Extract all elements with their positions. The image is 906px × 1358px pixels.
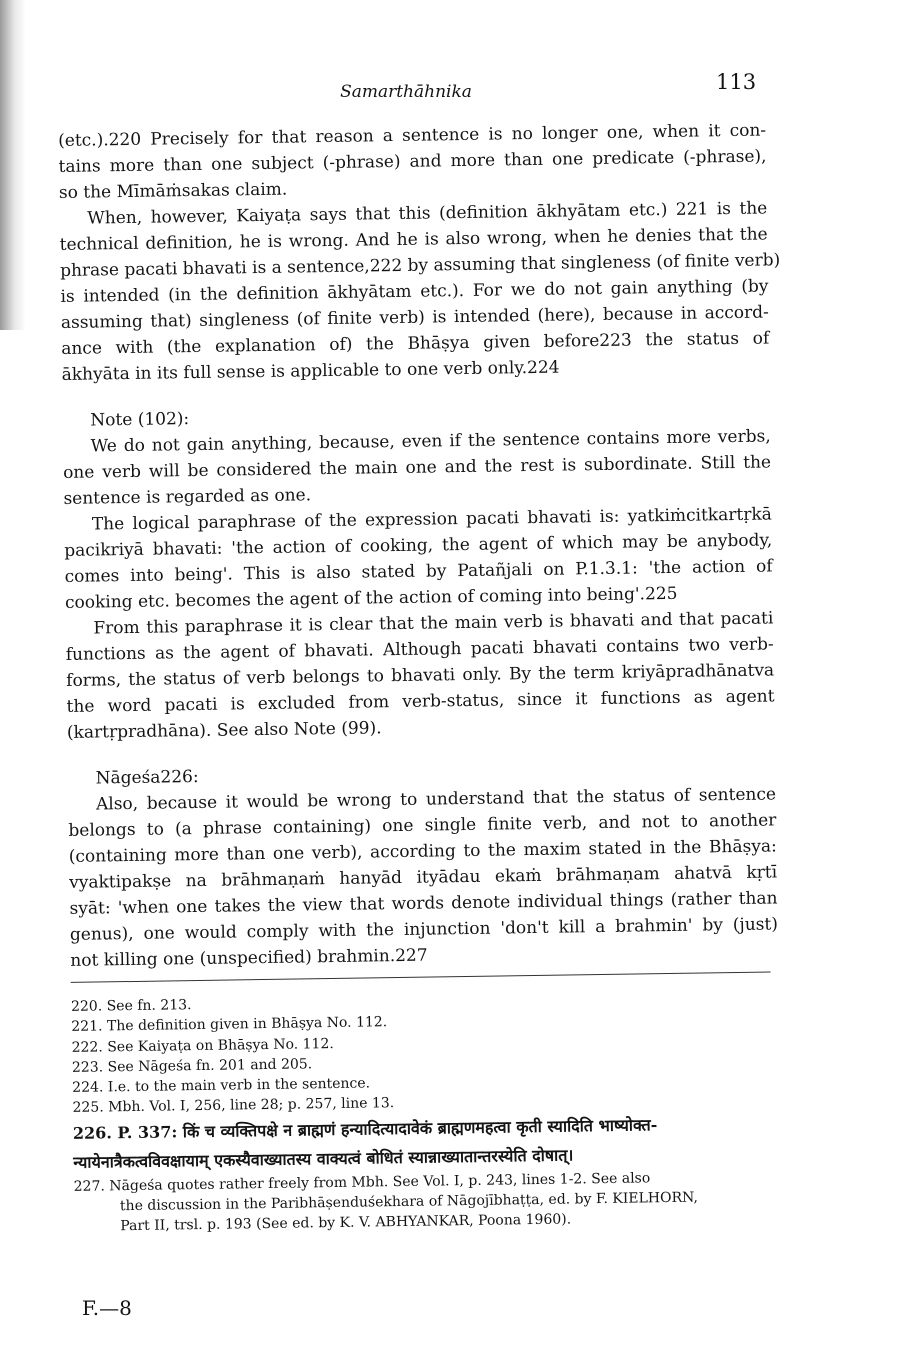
footnote-227-continued: the discussion in the Paribhāṣenduśekhara of Nāgojībhaṭṭa, ed. by F. KIELHORN, xyxy=(119,1189,699,1215)
text-line: is intended (in the definition ākhyātam etc.). For we do not gain anything (by xyxy=(60,276,769,307)
running-header: Samarthāhnika xyxy=(340,82,472,102)
signature-mark: F.—8 xyxy=(82,1296,132,1320)
text-line: syāt: 'when one takes the view that words denote individual things (rather than xyxy=(69,888,778,919)
footnote-220: 220. See fn. 213. xyxy=(70,997,192,1015)
page-number: 113 xyxy=(716,70,757,94)
paragraph-6 xyxy=(68,781,779,973)
text-line: The logical paraphrase of the expression pacati bhavati is: yatkiṁcitkartṛkā xyxy=(91,504,772,535)
text-line: ance with (the explanation of) the Bhāṣya given before223 the status of xyxy=(61,328,770,359)
text-line: tains more than one subject (-phrase) and more than one predicate (-phrase), xyxy=(58,146,767,177)
text-line: (kartṛpradhāna). See also Note (99). xyxy=(66,718,382,743)
text-line: not killing one (unspecified) brahmin.227 xyxy=(70,945,428,971)
text-line: Also, because it would be wrong to understand that the status of sentence xyxy=(95,784,777,815)
text-line: (etc.).220 Precisely for that reason a sentence is no longer one, when it con- xyxy=(58,120,767,151)
text-line: vyaktipakṣe na brāhmaṇaṁ hanyād ityādau ekaṁ brāhmaṇam ahatvā kṛtī xyxy=(69,862,778,893)
text-line: (containing more than one verb), according to the maxim stated in the Bhāṣya: xyxy=(68,836,777,867)
text-line: From this paraphrase it is clear that the main verb is bhavati and that pacati xyxy=(93,608,774,639)
footnote-223: 223. See Nāgeśa fn. 201 and 205. xyxy=(71,1056,313,1076)
footnote-divider xyxy=(71,972,771,983)
paragraph-5 xyxy=(65,605,775,745)
text-line: the word pacati is excluded from verb-status, since it functions as agent xyxy=(66,686,775,717)
text-line: genus), one would comply with the injunction 'don't kill a brahmin' by (just) xyxy=(69,914,779,945)
paragraph-4 xyxy=(64,501,773,615)
text-line: sentence is regarded as one. xyxy=(63,485,312,509)
footnotes xyxy=(71,986,782,1237)
text-line: assuming that) singleness (of finite verb) is intended (here), because in accord- xyxy=(60,302,769,333)
text-line: comes into being'. This is also stated by Patañjali on P.1.3.1: 'the action of xyxy=(64,556,773,587)
footnote-227: 227. Nāgeśa quotes rather freely from Mbh. See Vol. I, p. 243, lines 1-2. See also xyxy=(73,1170,651,1195)
text-line: so the Mīmāṁsakas claim. xyxy=(58,179,288,203)
text-line: cooking etc. becomes the agent of the action of coming into being'.225 xyxy=(64,583,678,613)
footnote-224: 224. I.e. to the main verb in the sentence. xyxy=(72,1075,371,1097)
text-line: forms, the status of verb belongs to bhavati only. By the term kriyāpradhānatva xyxy=(66,660,775,691)
text-line: functions as the agent of bhavati. Although pacati bhavati contains two verb- xyxy=(65,634,774,665)
footnote-227-continued: Part II, trsl. p. 193 (See ed. by K. V. ABHYANKAR, Poona 1960). xyxy=(120,1211,572,1235)
scan-edge-shadow xyxy=(0,0,26,330)
footnote-221: 221. The definition given in Bhāṣya No. 112. xyxy=(71,1014,388,1036)
main-text xyxy=(58,117,782,1237)
paragraph-3 xyxy=(63,423,772,511)
paragraph-2 xyxy=(59,195,781,387)
text-line: ākhyāta in its full sense is applicable to one verb only.224 xyxy=(61,357,560,385)
footnote-225: 225. Mbh. Vol. I, 256, line 28; p. 257, line 13. xyxy=(72,1095,395,1117)
footnote-226: 226. P. 337: किं च व्यक्तिपक्षे न ब्राह्मणं हन्यादित्यादावेकं ब्राह्मणमहत्वा कृती स्यादिति भाष्योक्त- xyxy=(72,1115,658,1143)
paragraph-1 xyxy=(58,117,767,205)
text-line: one verb will be considered the main one and the rest is subordinate. Still the xyxy=(62,452,772,483)
text-line: pacikriyā bhavati: 'the action of cooking, the agent of which may be anybody, xyxy=(64,530,773,561)
note-heading: Note (102): xyxy=(90,409,190,431)
nagesa-heading: Nāgeśa226: xyxy=(95,766,199,789)
text-line: When, however, Kaiyaṭa says that this (definition ākhyātam etc.) 221 is the xyxy=(87,198,768,229)
text-line: technical definition, he is wrong. And he is also wrong, when he denies that the xyxy=(59,224,768,255)
footnote-226-continued: न्यायेनात्रैकत्वविवक्षायाम् एकस्यैवाख्यातस्य वाक्यत्वं बोधितं स्यान्नाख्यातान्तरस्येति दोषात्। xyxy=(73,1145,574,1172)
text-line: We do not gain anything, because, even if the sentence contains more verbs, xyxy=(90,426,771,457)
text-line: phrase pacati bhavati is a sentence,222 by assuming that singleness (of finite verb) xyxy=(59,250,781,281)
text-line: belongs to (a phrase containing) one single finite verb, and not to another xyxy=(68,810,777,841)
footnote-222: 222. See Kaiyaṭa on Bhāṣya No. 112. xyxy=(71,1035,334,1056)
